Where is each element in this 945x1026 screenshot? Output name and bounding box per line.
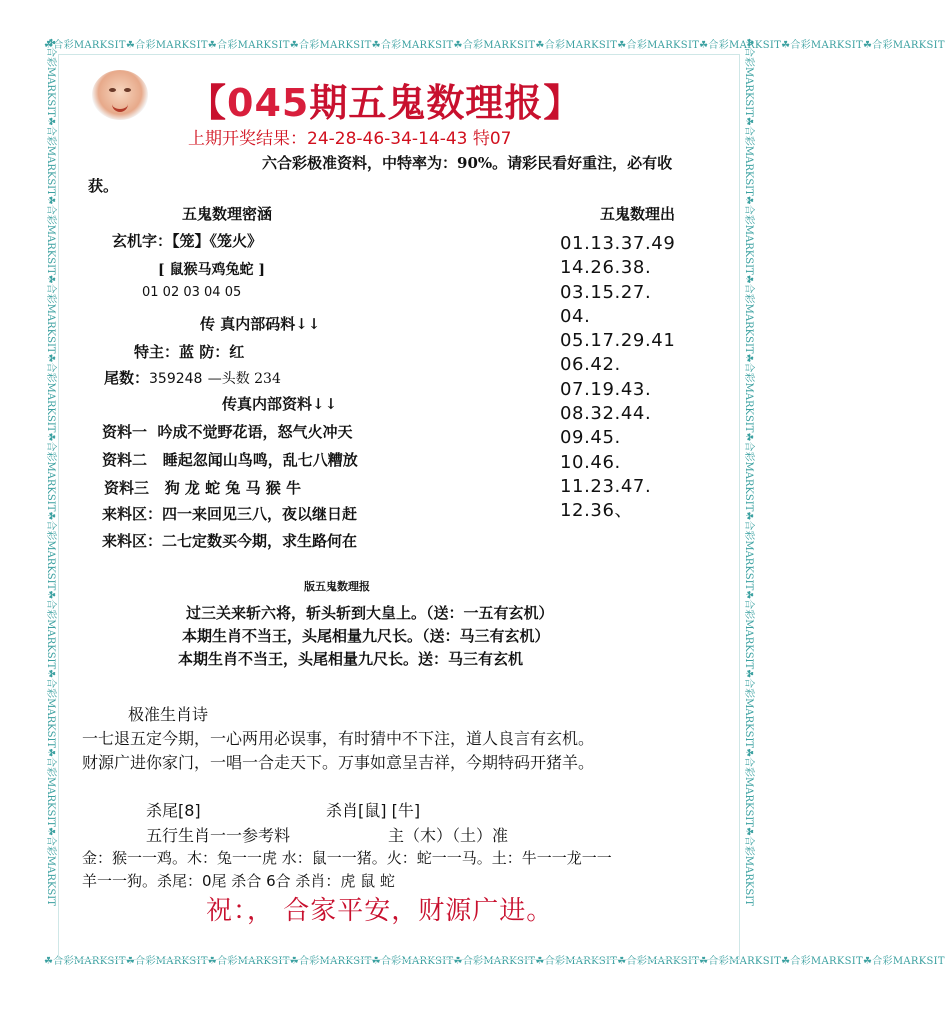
title-text: 期五鬼数理报 xyxy=(309,81,544,125)
poem-title: 极准生肖诗 xyxy=(128,705,209,724)
right-watermark-border: ☘合彩MARKSIT☘合彩MARKSIT☘合彩MARKSIT☘合彩MARKSIT☘合彩MARKSIT☘合彩MARKSIT☘合彩MARKSIT☘合彩MARKSIT☘合彩MARKSIT☘合彩MARKSIT☘合彩MARKSIT xyxy=(743,38,754,906)
data-item: 资料一 吟成不觉野花语，怒气火冲天 xyxy=(102,423,353,441)
poem-line: 财源广进你家门，一唱一合走天下。万事如意呈吉祥，今期特码开猪羊。 xyxy=(82,753,595,772)
last-draw-result: 上期开奖结果：24-28-46-34-14-43 特07 xyxy=(188,129,512,149)
number-group: 05.17.29.41 xyxy=(560,330,676,352)
data-item: 资料二 睡起忽闻山鸟鸣，乱七八糟放 xyxy=(102,451,358,469)
number-group: 06.42. xyxy=(560,354,621,376)
top-watermark-border: ☘合彩MARKSIT☘合彩MARKSIT☘合彩MARKSIT☘合彩MARKSIT☘合彩MARKSIT☘合彩MARKSIT☘合彩MARKSIT☘合彩MARKSIT☘合彩MARKSIT☘合彩MARKSIT☘合彩MARKSIT xyxy=(44,40,945,51)
number-group: 08.32.44. xyxy=(560,403,652,425)
number-group: 11.23.47. xyxy=(560,475,652,497)
number-list xyxy=(560,232,675,524)
data-item: 资料三 狗 龙 蛇 兔 马 猴 牛 xyxy=(104,479,302,497)
tail-label: 尾数： xyxy=(104,369,150,387)
bottom-watermark-border: ☘合彩MARKSIT☘合彩MARKSIT☘合彩MARKSIT☘合彩MARKSIT☘合彩MARKSIT☘合彩MARKSIT☘合彩MARKSIT☘合彩MARKSIT☘合彩MARKSIT☘合彩MARKSIT☘合彩MARKSIT xyxy=(44,956,945,967)
number-group: 03.15.27. xyxy=(560,281,652,303)
data-item: 来料区：二七定数买今期，求生路何在 xyxy=(102,532,358,550)
right-section-title: 五鬼数理出 xyxy=(600,205,676,223)
wuxing-label: 五行生肖一一参考料 xyxy=(146,826,291,845)
middle-heading: 版五鬼数理报 xyxy=(304,580,370,593)
intro-line-1: 六合彩极准资料，中特率为：90%。请彩民看好重注，必有收 xyxy=(262,154,673,172)
intro-line-2: 获。 xyxy=(88,177,119,195)
page-title xyxy=(188,72,582,127)
poem-line: 一七退五定今期，一心两用必误事，有时猜中不下注，道人良言有玄机。 xyxy=(82,729,595,748)
verse-line: 本期生肖不当王，头尾相量九尺长。（送：马三有玄机） xyxy=(182,627,550,645)
head-numbers: —头数 234 xyxy=(207,371,281,387)
tezhu-text: 特主：蓝 防：红 xyxy=(134,343,245,361)
zodiac-bracket: [ 鼠猴马鸡兔蛇 ] xyxy=(158,262,265,278)
tail-digits: 359248 xyxy=(149,371,203,387)
wuxing-line: 金：猴一一鸡。木：兔一一虎 水：鼠一一猪。火：蛇一一马。土：牛一一龙一一 xyxy=(82,849,612,867)
xuanji-text: 玄机字：【笼】《笼火》 xyxy=(112,232,263,250)
issue-number: 045 xyxy=(227,81,310,125)
blessing-text: 祝：， 合家平安，财源广进。 xyxy=(206,896,554,926)
number-group: 01.13.37.49 xyxy=(560,233,676,254)
number-group: 04. xyxy=(560,305,591,327)
tail-numbers xyxy=(104,367,281,388)
wuxing-line: 羊一一狗。杀尾：0尾 杀合 6合 杀肖：虎 鼠 蛇 xyxy=(82,872,395,890)
title-bracket-close: 】 xyxy=(543,81,583,125)
fax-code-heading: 传 真内部码料↓↓ xyxy=(200,315,321,333)
pick-numbers: 01 02 03 04 05 xyxy=(142,285,242,300)
verse-line: 本期生肖不当王，头尾相量九尺长。送：马三有玄机 xyxy=(178,650,524,668)
number-group: 07.19.43. xyxy=(560,378,652,400)
fax-data-heading: 传真内部资料↓↓ xyxy=(222,395,338,413)
avatar-portrait xyxy=(92,70,148,120)
left-section-title: 五鬼数理密涵 xyxy=(182,205,273,223)
left-watermark-border: ☘合彩MARKSIT☘合彩MARKSIT☘合彩MARKSIT☘合彩MARKSIT☘合彩MARKSIT☘合彩MARKSIT☘合彩MARKSIT☘合彩MARKSIT☘合彩MARKSIT☘合彩MARKSIT☘合彩MARKSIT xyxy=(45,38,56,906)
number-group: 09.45. xyxy=(560,427,621,449)
title-bracket-open: 【 xyxy=(188,81,228,125)
number-group: 14.26.38. xyxy=(560,257,652,279)
kill-zodiac: 杀肖[鼠] [牛] xyxy=(326,801,421,820)
data-item: 来料区：四一来回见三八，夜以继日赶 xyxy=(102,505,358,523)
number-group: 10.46. xyxy=(560,451,621,473)
number-group: 12.36、 xyxy=(560,500,634,522)
kill-tail: 杀尾[8] xyxy=(146,801,201,820)
wuxing-value: 主（木）（土）准 xyxy=(388,826,509,845)
verse-line: 过三关来斩六将，斩头斩到大皇上。（送：一五有玄机） xyxy=(186,604,554,622)
